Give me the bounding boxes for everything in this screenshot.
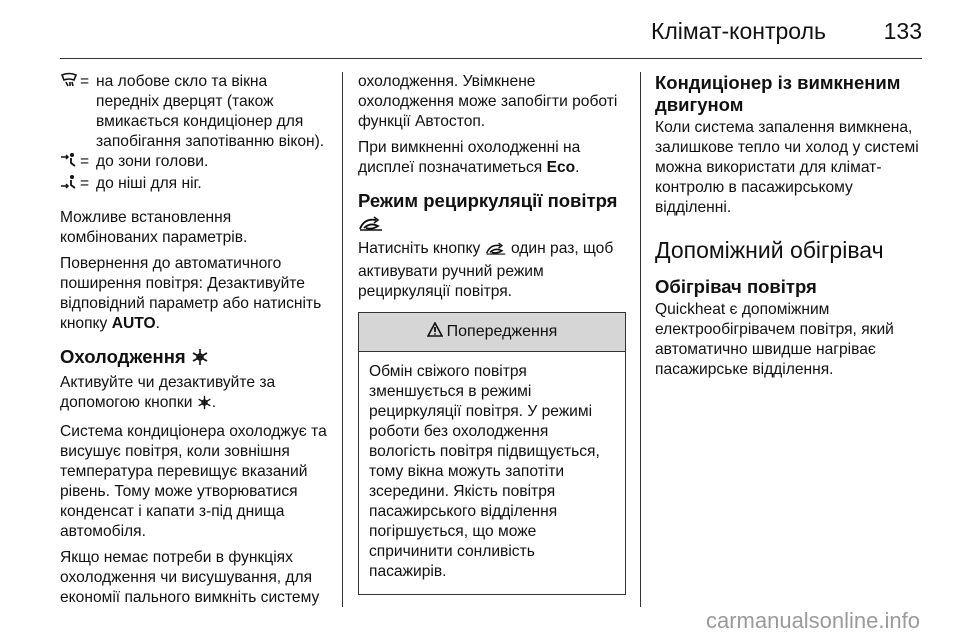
page-number: 133 (883, 18, 922, 44)
vent-feet-text: до ніші для ніг. (96, 175, 202, 192)
feet-vent-icon (60, 174, 80, 196)
cooling-activate-text: Активуйте чи дезактивуйте за допомогою кнопки . (60, 373, 330, 416)
vent-windscreen-text: на лобове скло та вікна передніх дверцят (також вмикається кондиціонер для запобігання запотіванню вікон). (96, 73, 325, 150)
column-1 (60, 72, 330, 614)
warning-box (358, 312, 626, 595)
warning-title: Попередження (446, 323, 558, 340)
page-header (60, 12, 922, 46)
air-heater-text: Quickheat є допоміжним електрообігрівачем повітря, який автоматично швидше нагріває пасажирське відділення. (655, 301, 894, 378)
recirculation-heading: Режим рециркуляції повітря (358, 190, 626, 237)
eco-display-text: При вимкненні охолодженні на дисплеї позначатиметься Eco. (358, 139, 581, 176)
cooling-autostop-text: охолодження. Увімкнене охолодження може запобігти роботі функції Автостоп. (358, 73, 618, 130)
cooling-heading: Охолодження (60, 346, 330, 371)
vent-feet-row: = до ніші для ніг. (60, 174, 330, 196)
cooling-economy-text: Якщо немає потреби в функціях охолодження чи висушування, для економії пального вимкніть систему (60, 549, 320, 606)
vent-windscreen-row: = на лобове скло та вікна передніх дверцят (також вмикається кондиціонер для запобігання запотіванню вікон). (60, 72, 330, 152)
recirculation-text: Натисніть кнопку один раз, щоб активувати ручний режим рециркуляції повітря. (358, 240, 614, 300)
air-heater-heading: Обігрівач повітря (655, 276, 817, 297)
engine-off-text: Коли система запалення вимкнена, залишкове тепло чи холод у системі можна використати для клімат-контролю в пасажирському відділенні. (655, 119, 919, 216)
vent-head-row: = до зони голови. (60, 152, 330, 174)
head-vent-icon (60, 152, 80, 174)
auto-button-label: AUTO (111, 315, 156, 332)
page-title: Клімат-контроль (650, 18, 826, 44)
warning-header (359, 313, 625, 352)
combined-settings-text: Можливе встановлення комбінованих параметрів. (60, 209, 248, 246)
aux-heater-heading: Допоміжний обігрівач (655, 237, 884, 263)
column-3 (655, 72, 925, 386)
warning-triangle-icon (427, 322, 443, 343)
recirculation-icon (358, 215, 384, 237)
engine-off-heading: Кондиціонер із вимкненим двигуном (655, 72, 901, 115)
auto-return-text: Повернення до автоматичного поширення повітря: Дезактивуйте відповідний параметр або натисніть кнопку AUTO. (60, 255, 322, 332)
column-2 (358, 72, 626, 595)
column-divider-1 (342, 72, 343, 607)
header-divider (60, 58, 922, 59)
cooling-description: Система кондиціонера охолоджує та висушує повітря, коли зовнішня температура перевищує вказаний рівень. Тому може утворюватися конденсат і капати з-під днища автомобіля. (60, 423, 327, 540)
recirculation-icon (485, 242, 507, 262)
eco-label: Eco (546, 159, 576, 176)
windscreen-vent-icon (60, 72, 80, 152)
warning-body: Обмін свіжого повітря зменшується в режимі рециркуляції повітря. У режимі роботи без охолодження вологість повітря підвищується, тому вікна можуть запотіти зсередини. Якість повітря пасажирського відділення погіршується, що може спричинити сонливість пасажирів. (369, 363, 600, 580)
column-divider-2 (640, 72, 641, 607)
snowflake-icon (197, 395, 212, 416)
vent-head-text: до зони голови. (96, 153, 209, 170)
watermark: carmanualsonline.info (705, 608, 920, 633)
snowflake-icon (191, 348, 209, 371)
